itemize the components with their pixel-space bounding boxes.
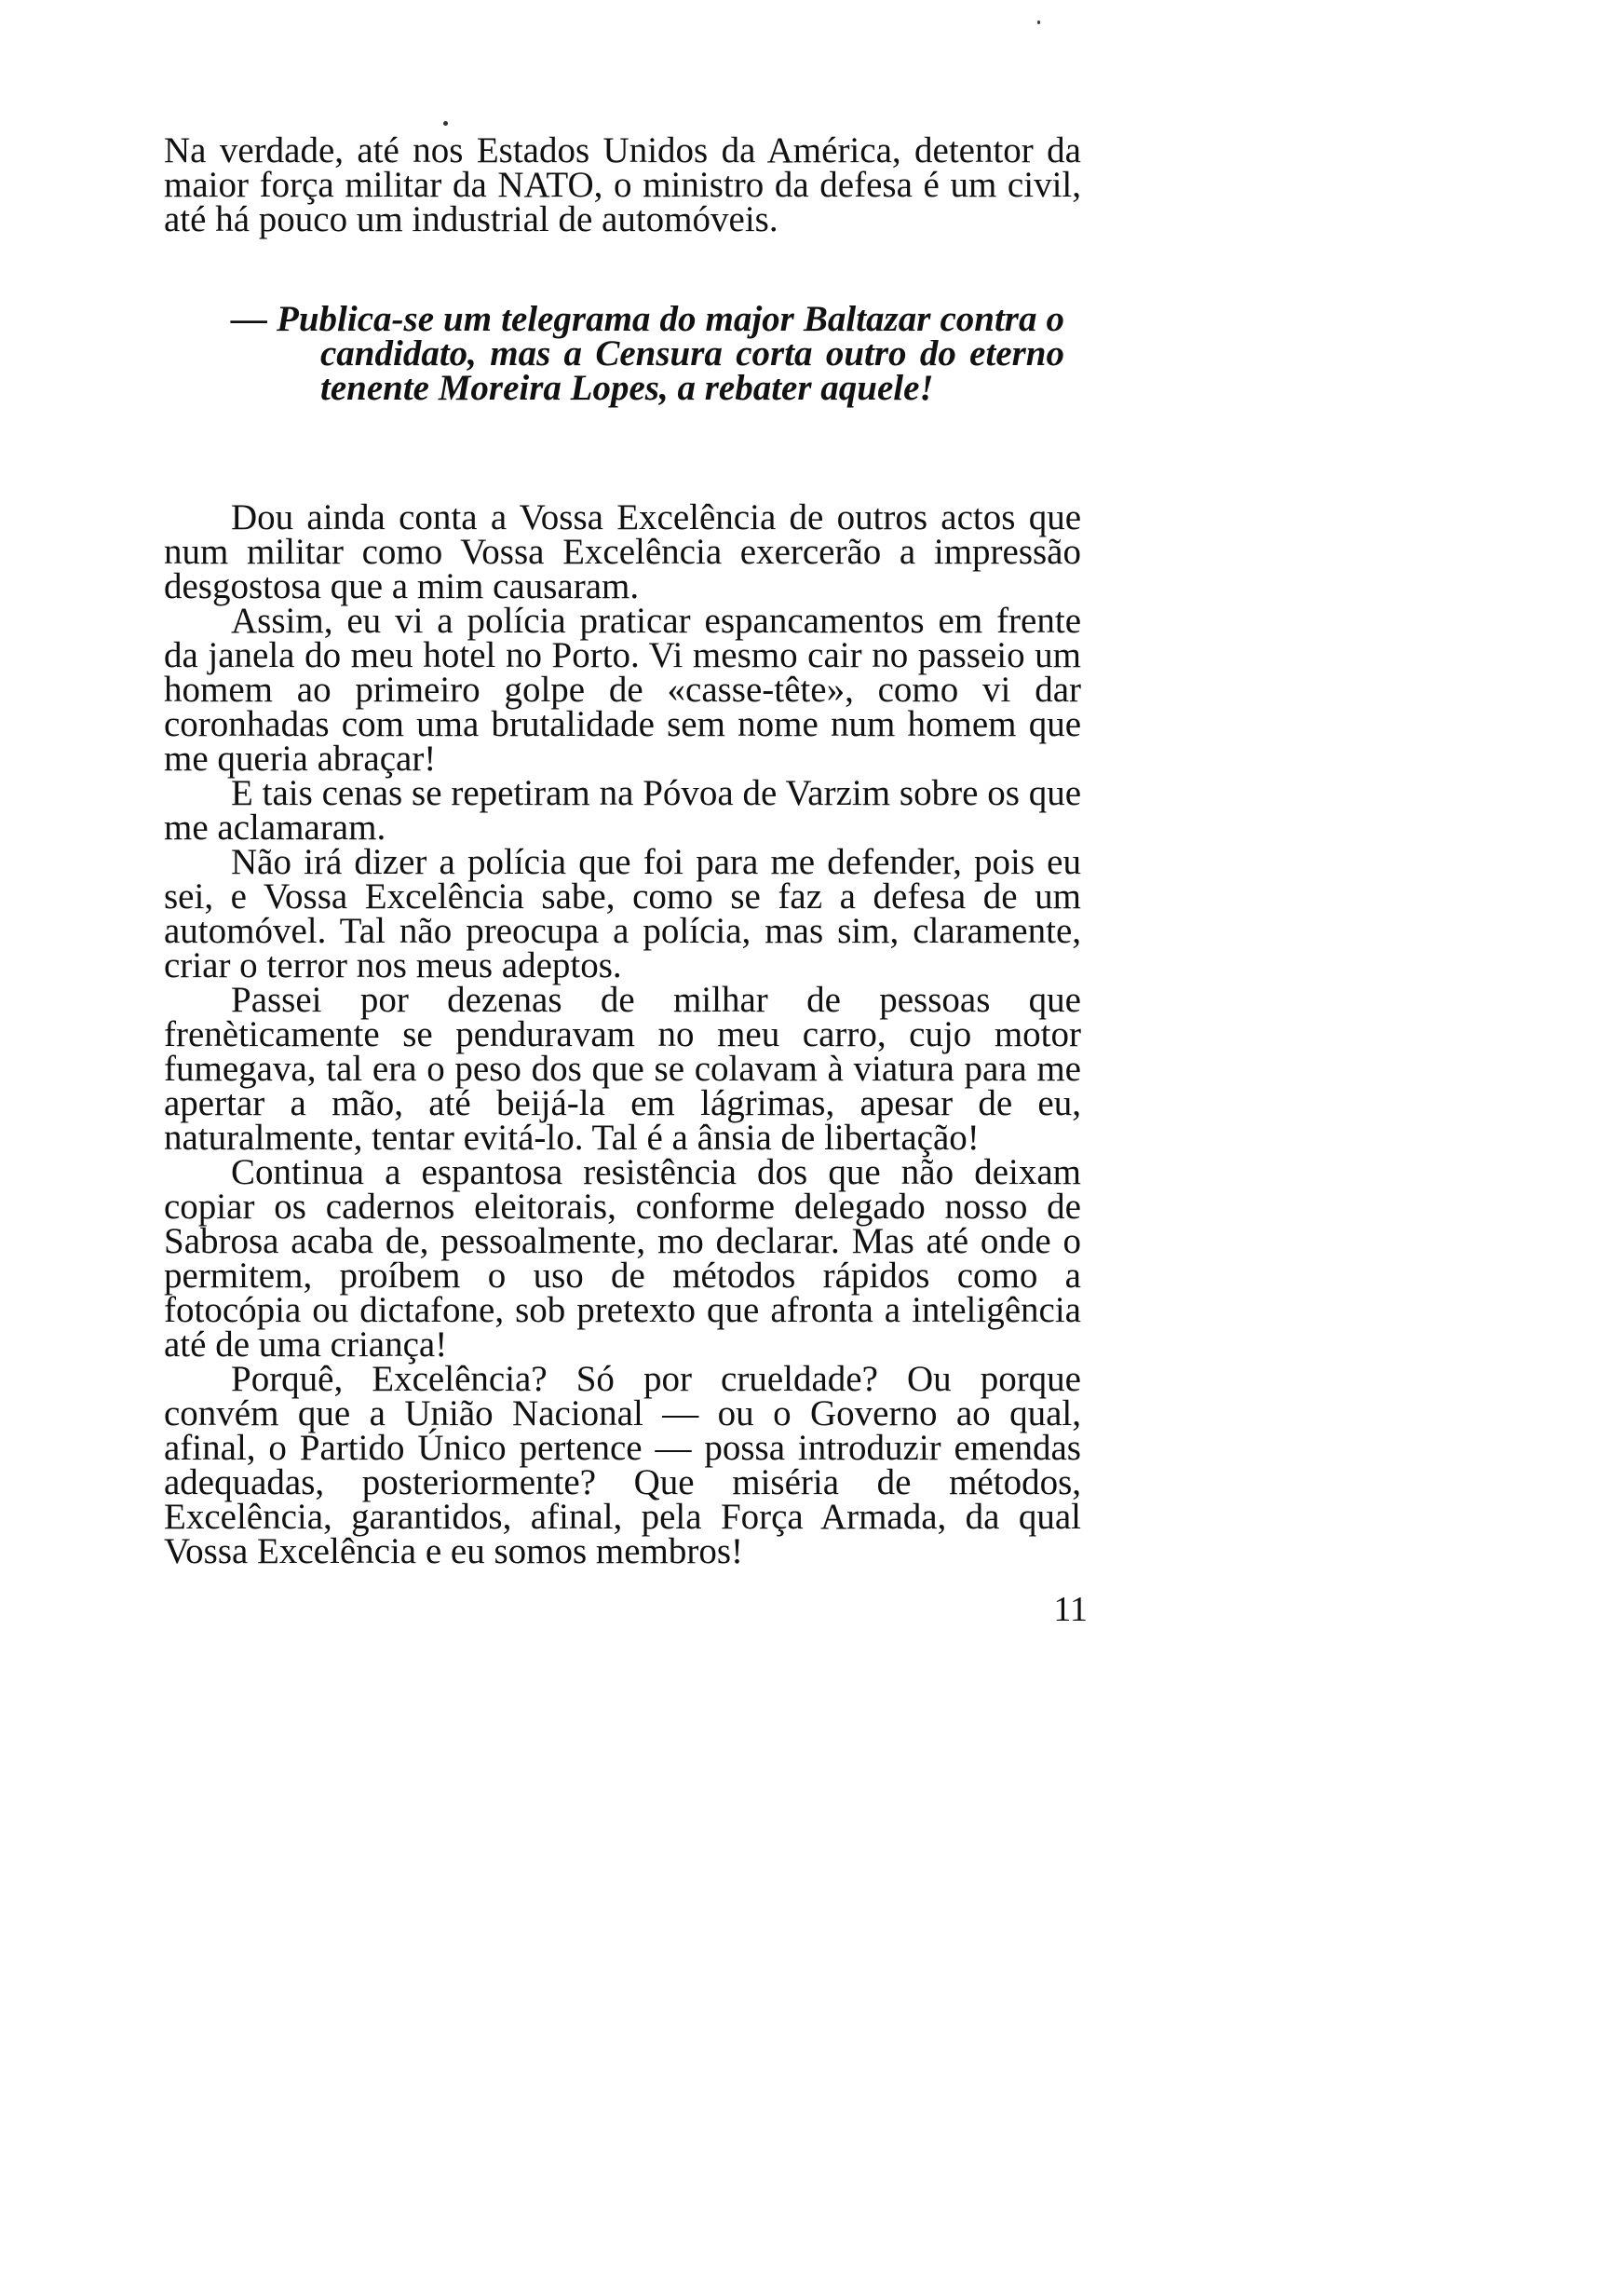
quote-block — [231, 299, 1064, 408]
print-speck — [443, 121, 448, 126]
print-speck — [1037, 20, 1040, 24]
body-paragraph: Porquê, Excelência? Só por crueldade? Ou porque convém que a União Nacional — ou o Governo ao qual, afinal, o Partido Único pertence — possa introduzir emendas adequadas, posteriormente? Que miséria de métodos, Excelência, garantidos, afinal, pela Força Armada, da qual Vossa Excelência e eu somos membros! — [164, 1359, 1081, 1571]
body-paragraph: E tais cenas se repetiram na Póvoa de Varzim sobre os que me aclamaram. — [164, 773, 1081, 848]
body-paragraph: Assim, eu vi a polícia praticar espancamentos em frente da janela do meu hotel no Porto. Vi mesmo cair no passeio um homem ao primeiro golpe de «casse-tête», como vi dar coronhadas com uma brutalidade sem nome num homem que me queria abraçar! — [164, 601, 1081, 779]
body-paragraph: Não irá dizer a polícia que foi para me defender, pois eu sei, e Vossa Excelência sabe, como se faz a defesa de um automóvel. Tal não preocupa a polícia, mas sim, claramente, criar o terror nos meus adeptos. — [164, 842, 1081, 985]
body-paragraph: Continua a espantosa resistência dos que não deixam copiar os cadernos eleitorais, conforme delegado nosso de Sabrosa acaba de, pessoalmente, mo declarar. Mas até onde o permitem, proíbem o uso de métodos rápidos como a fotocópia ou dictafone, sob pretexto que afronta a inteligência até de uma criança! — [164, 1152, 1081, 1365]
body-paragraph: Dou ainda conta a Vossa Excelência de outros actos que num militar como Vossa Excelência exercerão a impressão desgostosa que a mim causaram. — [164, 497, 1081, 606]
intro-paragraph: Na verdade, até nos Estados Unidos da América, detentor da maior força militar da NATO, o ministro da defesa é um civil, até há pouco um industrial de automóveis. — [164, 130, 1081, 239]
body-text-block — [164, 497, 1081, 1571]
quote-paragraph: — Publica-se um telegrama do major Baltazar contra o candidato, mas a Censura corta outro do eterno tenente Moreira Lopes, a rebater aquele! — [231, 299, 1064, 408]
intro-paragraph-block — [164, 130, 1081, 239]
page-number: 11 — [1053, 1590, 1088, 1629]
body-paragraph: Passei por dezenas de milhar de pessoas que frenèticamente se penduravam no meu carro, cujo motor fumegava, tal era o peso dos que se colavam à viatura para me apertar a mão, até beijá-la em lágrimas, apesar de eu, naturalmente, tentar evitá-lo. Tal é a ânsia de libertação! — [164, 980, 1081, 1158]
